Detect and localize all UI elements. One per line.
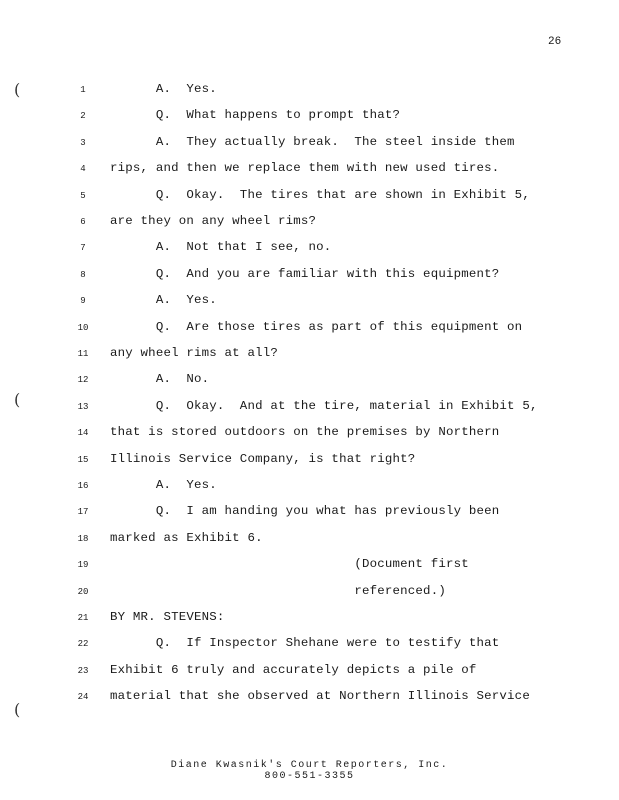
transcript-line: [0, 212, 619, 232]
line-number: 4: [80, 164, 86, 175]
line-number: 8: [80, 269, 86, 280]
line-text: rips, and then we replace them with new used tires.: [110, 161, 500, 176]
line-text: Q. Okay. The tires that are shown in Exhibit 5,: [110, 187, 530, 202]
transcript-line: [0, 344, 619, 364]
line-number: 14: [77, 428, 89, 439]
line-text: Exhibit 6 truly and accurately depicts a pile of: [110, 662, 477, 677]
line-number: 7: [80, 243, 86, 254]
line-text: (Document first: [110, 557, 469, 572]
transcript-line: [0, 291, 619, 311]
transcript-line: [0, 133, 619, 153]
transcript-line: [0, 159, 619, 179]
line-number: 12: [77, 375, 89, 386]
line-number: 11: [77, 349, 89, 359]
line-number: 1: [80, 85, 86, 95]
transcript-line: [0, 450, 619, 470]
transcript-line: [0, 80, 619, 100]
line-number: 17: [77, 507, 89, 518]
line-number: 13: [77, 401, 89, 412]
margin-mark: (: [14, 700, 21, 719]
line-number: 18: [77, 533, 89, 544]
transcript-line: [0, 608, 619, 628]
footer-phone: 800-551-3355: [264, 771, 355, 782]
page-number: 26: [548, 36, 562, 48]
line-text: Q. Okay. And at the tire, material in Exhibit 5,: [110, 398, 538, 413]
line-text: Q. If Inspector Shehane were to testify that: [110, 636, 500, 651]
line-text: Q. And you are familiar with this equipment?: [110, 266, 500, 281]
line-text: Q. I am handing you what has previously been: [110, 504, 500, 519]
line-number: 5: [80, 190, 86, 201]
transcript-line: [0, 502, 619, 522]
line-number: 6: [80, 217, 86, 227]
line-text: BY MR. STEVENS:: [110, 610, 225, 624]
transcript-line: [0, 265, 619, 285]
transcript-line: [0, 582, 619, 602]
line-text: A. No.: [110, 372, 210, 387]
transcript-line: [0, 186, 619, 206]
line-number: 22: [77, 639, 89, 650]
line-number: 24: [77, 692, 89, 703]
line-text: A. Not that I see, no.: [110, 240, 332, 255]
line-text: any wheel rims at all?: [110, 346, 278, 360]
transcript-line: [0, 238, 619, 258]
transcript-line: [0, 318, 619, 338]
transcript-line: [0, 529, 619, 549]
transcript-line: [0, 423, 619, 443]
line-number: 20: [77, 586, 89, 597]
line-number: 10: [77, 322, 89, 333]
line-number: 21: [77, 613, 89, 623]
line-text: are they on any wheel rims?: [110, 214, 317, 228]
line-text: A. Yes.: [110, 478, 217, 492]
line-number: 15: [77, 454, 89, 465]
line-text: A. Yes.: [110, 293, 217, 308]
margin-mark: (: [14, 80, 21, 99]
footer-reporter: Diane Kwasnik's Court Reporters, Inc.: [170, 760, 449, 771]
line-text: Q. Are those tires as part of this equipment on: [110, 319, 523, 334]
margin-mark: (: [14, 390, 21, 409]
transcript-line: [0, 555, 619, 575]
line-text: marked as Exhibit 6.: [110, 530, 263, 545]
line-text: A. They actually break. The steel inside them: [110, 134, 515, 149]
line-number: 3: [80, 137, 86, 148]
line-text: referenced.): [110, 583, 446, 598]
transcript-line: [0, 370, 619, 390]
transcript-line: [0, 106, 619, 126]
transcript-line: [0, 661, 619, 681]
transcript-line: [0, 397, 619, 417]
line-text: Q. What happens to prompt that?: [110, 108, 401, 123]
transcript-line: [0, 634, 619, 654]
line-number: 2: [80, 111, 86, 122]
line-text: A. Yes.: [110, 82, 217, 96]
transcript-line: [0, 687, 619, 707]
transcript-line: [0, 476, 619, 496]
line-text: Illinois Service Company, is that right?: [110, 451, 416, 466]
line-number: 23: [77, 665, 89, 676]
line-text: that is stored outdoors on the premises by Northern: [110, 425, 500, 440]
line-text: material that she observed at Northern Illinois Service: [110, 689, 530, 704]
line-number: 9: [80, 296, 86, 307]
line-number: 16: [77, 481, 89, 491]
line-number: 19: [77, 560, 89, 571]
